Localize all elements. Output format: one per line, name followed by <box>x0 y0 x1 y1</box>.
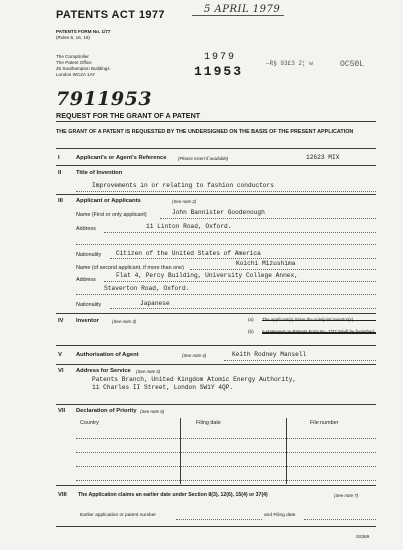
section-I-number: I <box>58 155 60 161</box>
first-applicant-address-value: 11 Linton Road, Oxford. <box>146 223 232 230</box>
section-VIII-label: The Application claims an earlier date under Section 8(3), 12(6), 15(4) or 37(4) <box>78 492 268 498</box>
section-V-number: V <box>58 352 62 358</box>
first-applicant-address-line-2 <box>76 244 376 245</box>
agent-name-value: Keith Rodney Mansell <box>232 351 307 358</box>
stamp-date: 5 APRIL 1979 <box>204 4 281 15</box>
second-applicant-name-line <box>190 269 376 270</box>
addressee-line-1: The Comptroller <box>56 54 89 59</box>
section-III-rule <box>56 313 376 314</box>
first-applicant-name-label: Name (First or only applicant) <box>76 212 147 218</box>
inventor-option-a-key: (a) <box>248 317 254 322</box>
first-applicant-nationality-value: Citizen of the United States of America <box>116 250 261 257</box>
col-filing-date: Filing date <box>196 420 221 426</box>
section-VIII-rule <box>56 526 376 527</box>
earlier-filing-date-line <box>304 519 376 520</box>
inventor-option-b[interactable]: A statement on Patents Form No. 7/77 is/will be furnished <box>262 329 374 334</box>
form-ref-line2: (Rules 6, 16, 19) <box>56 35 90 40</box>
invention-title-value: Improvements in or relating to fashion conductors <box>92 182 274 189</box>
second-applicant-nationality-value: Japanese <box>140 300 170 307</box>
section-II-rule <box>56 194 376 195</box>
section-I-rule <box>56 165 376 166</box>
addressee-line-4: London WC2A 1AY <box>56 72 96 77</box>
second-applicant-address-line-1 <box>104 281 376 282</box>
section-V-note: (See note 4) <box>182 353 207 358</box>
second-applicant-address-value-1: Flat 4, Percy Building, University College Annex, <box>116 272 298 279</box>
section-I-label: Applicant's or Agent's Reference <box>76 155 167 161</box>
stamp-date-underline <box>192 15 284 16</box>
priority-row-3 <box>76 466 376 467</box>
section-VII-number: VII <box>58 408 66 414</box>
service-address-value-1: Patents Branch, United Kingdom Atomic Energy Authority, <box>92 376 297 383</box>
col-country: Country <box>80 420 99 426</box>
earlier-application-label: Earlier application or patent number <box>80 513 156 518</box>
second-applicant-nationality-label: Nationality <box>76 302 102 308</box>
section-IV-number: IV <box>58 318 64 324</box>
section-VI-label: Address for Service <box>76 368 131 374</box>
intro-text: THE GRANT OF A PATENT IS REQUESTED BY THE UNDERSIGNED ON THE BASIS OF THE PRESENT APPLICATION <box>56 129 354 135</box>
year-stamp: 1979 <box>204 52 237 63</box>
section-IV-rule <box>56 345 376 346</box>
reference-stamp: 7911953 <box>56 88 153 110</box>
section-III-note: (See note 2) <box>172 199 197 204</box>
second-applicant-address-label: Address <box>76 277 96 283</box>
right-stamp-a: —R§ 93£3 2¦ w <box>266 60 313 67</box>
earlier-filing-date-label: and Filing date <box>264 513 296 518</box>
section-VII-note: (See note 6) <box>140 409 165 414</box>
addressee-line-3: 25 Southampton Buildings <box>56 66 110 71</box>
priority-row-4 <box>76 480 376 481</box>
first-applicant-address-label: Address <box>76 226 96 232</box>
section-VII-label: Declaration of Priority <box>76 408 137 414</box>
section-VI-rule <box>56 404 376 405</box>
section-V-label: Authorisation of Agent <box>76 352 139 358</box>
inventor-option-a-strikethrough <box>262 320 376 321</box>
col-file-number: File number <box>310 420 339 426</box>
first-applicant-address-line-1 <box>104 232 376 233</box>
section-IV-label: Inventor <box>76 318 99 324</box>
earlier-application-line <box>176 519 262 520</box>
number-stamp: 11953 <box>194 64 244 79</box>
second-applicant-nationality-line <box>110 308 376 309</box>
form-ref-line1: PATENTS FORM No. 1/77 <box>56 29 111 34</box>
inventor-option-b-strikethrough <box>262 332 376 334</box>
applicant-reference-value: 12623 MIX <box>306 154 340 161</box>
request-title: REQUEST FOR THE GRANT OF A PATENT <box>56 111 201 120</box>
section-VII-rule <box>56 485 376 486</box>
section-VI-number: VI <box>58 368 64 374</box>
second-applicant-address-value-2: Staverton Road, Oxford. <box>104 285 190 292</box>
section-II-number: II <box>58 170 62 176</box>
priority-col-divider-2 <box>286 418 287 484</box>
inventor-option-b-key: (b) <box>248 329 254 334</box>
priority-col-divider-1 <box>180 418 181 484</box>
section-III-label: Applicant or Applicants <box>76 198 141 204</box>
section-II-label: Title of Invention <box>76 170 123 176</box>
second-applicant-name-label: Name (of second applicant, if more than one) <box>76 265 184 271</box>
first-applicant-name-line <box>160 218 376 219</box>
section-IV-note: (See note 3) <box>112 319 137 324</box>
first-applicant-nationality-line <box>110 258 376 259</box>
section-V-rule <box>56 364 376 365</box>
act-title: PATENTS ACT 1977 <box>56 9 165 21</box>
footer-code: SS369 <box>356 534 370 539</box>
section-VIII-note: (See note 7) <box>334 493 359 498</box>
title-rule <box>56 121 376 122</box>
inventor-option-a[interactable]: The applicant(s) is/are the sole/joint inventor(s) <box>262 317 354 322</box>
section-III-number: III <box>58 198 63 204</box>
addressee-line-2: The Patent Office <box>56 60 92 65</box>
invention-title-line <box>76 191 376 192</box>
first-applicant-nationality-label: Nationality <box>76 252 102 258</box>
service-address-value-2: 11 Charles II Street, London SW1Y 4QP. <box>92 384 234 391</box>
priority-row-1 <box>76 438 376 439</box>
second-applicant-address-line-2 <box>76 294 376 295</box>
section-I-note: (Please insert if available) <box>178 156 229 161</box>
first-applicant-name-value: John Bannister Goodenough <box>172 209 265 216</box>
section-VIII-number: VIII <box>58 492 67 498</box>
section-VI-note: (See note 5) <box>136 369 161 374</box>
right-stamp-b: OC50L <box>340 60 365 69</box>
intro-rule <box>56 148 376 149</box>
agent-name-line <box>224 360 376 361</box>
priority-row-2 <box>76 452 376 453</box>
second-applicant-name-value: Koichi Mizushima <box>236 260 296 267</box>
